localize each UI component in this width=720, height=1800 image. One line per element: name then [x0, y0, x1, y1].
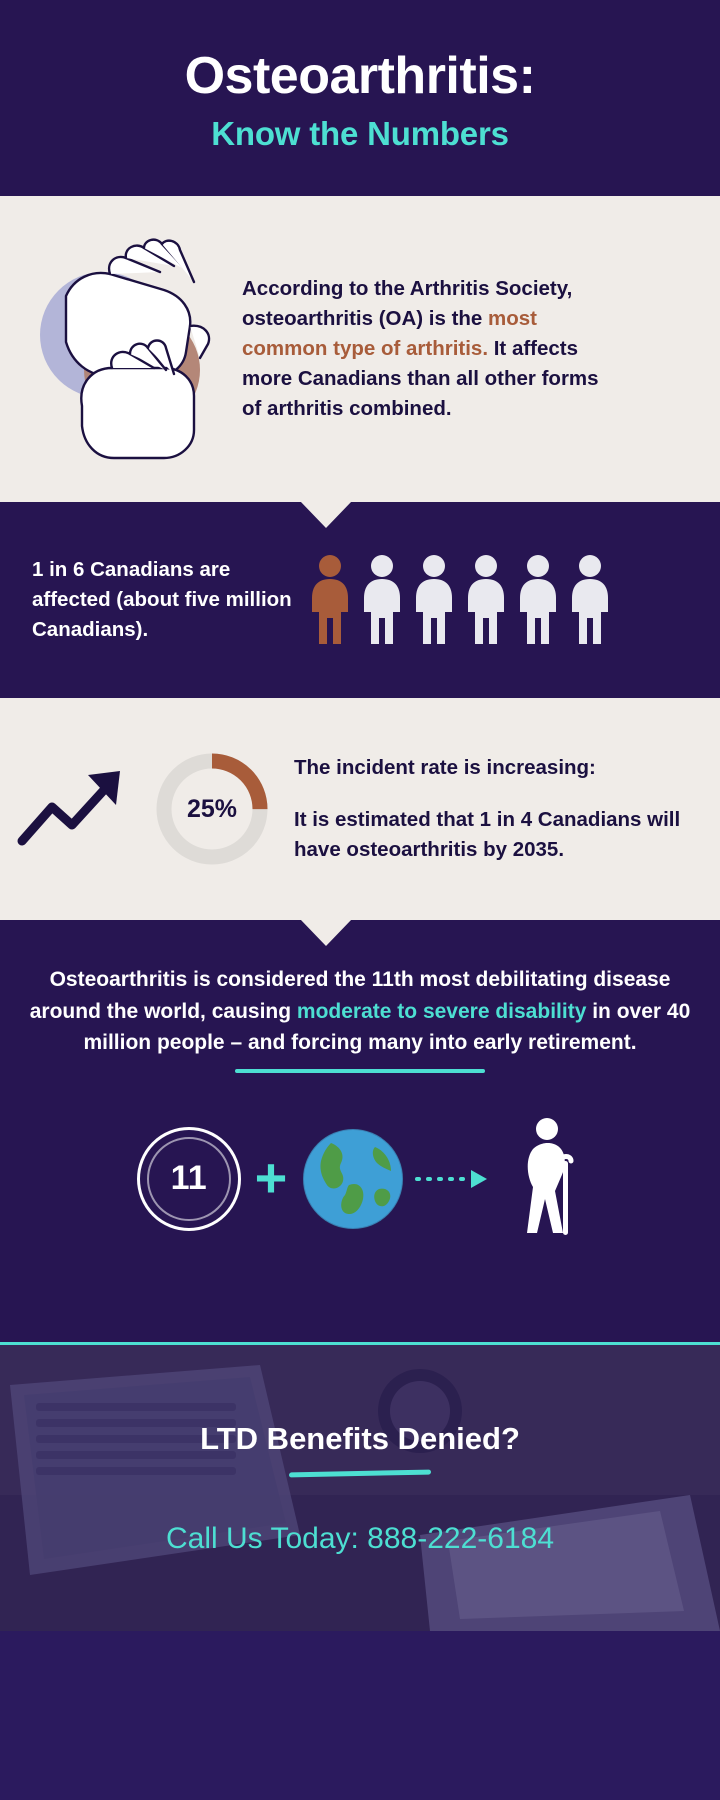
person-icon	[464, 554, 508, 646]
footer-heading: LTD Benefits Denied?	[200, 1420, 520, 1456]
people-pictogram	[308, 554, 612, 646]
intro-text-part1: According to the Arthritis Society, osteoarthritis (OA) is the	[242, 277, 573, 331]
incident-rate-body: It is estimated that 1 in 4 Canadians will have osteoarthritis by 2035.	[294, 808, 681, 861]
person-icon	[568, 554, 612, 646]
plus-icon: +	[254, 1146, 288, 1210]
pointer-notch-2	[300, 919, 352, 946]
pointer-notch-1	[300, 501, 352, 528]
section-incident-rate	[0, 698, 720, 920]
global-burden-text	[24, 964, 696, 1073]
incident-rate-donut	[152, 749, 272, 869]
page-subtitle: Know the Numbers	[211, 115, 509, 153]
global-burden-highlight: moderate to severe disability	[296, 999, 587, 1023]
rank-number: 11	[170, 1159, 207, 1197]
teal-underline	[235, 1069, 485, 1073]
section-intro	[0, 196, 720, 502]
incident-rate-heading: The incident rate is increasing:	[294, 756, 596, 780]
footer-underline	[289, 1469, 431, 1477]
header-banner	[0, 0, 720, 196]
elderly-person-with-cane-icon	[503, 1115, 583, 1243]
global-burden-part2: in over 40 million people – and forcing many into early retirement.	[83, 999, 691, 1054]
globe-icon	[301, 1127, 405, 1231]
dotted-arrow-icon	[415, 1164, 493, 1194]
global-burden-icon-row	[24, 1115, 696, 1243]
global-burden-part1: Osteoarthritis is considered the 11th most debilitating disease around the world, causing	[29, 968, 671, 1023]
section-one-in-six	[0, 502, 720, 698]
person-icon	[360, 554, 404, 646]
hands-wrist-pain-illustration	[14, 234, 242, 464]
footer-cta	[0, 1342, 720, 1631]
upward-trend-arrow-icon	[14, 761, 144, 857]
ranking-circle-icon	[137, 1127, 241, 1231]
donut-value-label: 25%	[186, 794, 238, 823]
person-icon	[516, 554, 560, 646]
one-in-six-text: 1 in 6 Canadians are affected (about five million Canadians).	[32, 558, 292, 641]
section-global-burden	[0, 920, 720, 1342]
intro-text	[242, 274, 602, 424]
page-title: Osteoarthritis:	[184, 46, 536, 105]
intro-text-highlight: most common type of arthritis.	[242, 307, 538, 361]
intro-text-part2: It affects more Canadians than all other forms of arthritis combined.	[242, 337, 599, 420]
footer-phone[interactable]: Call Us Today: 888-222-6184	[165, 1521, 555, 1555]
person-icon	[412, 554, 456, 646]
person-icon-highlighted	[308, 554, 352, 646]
